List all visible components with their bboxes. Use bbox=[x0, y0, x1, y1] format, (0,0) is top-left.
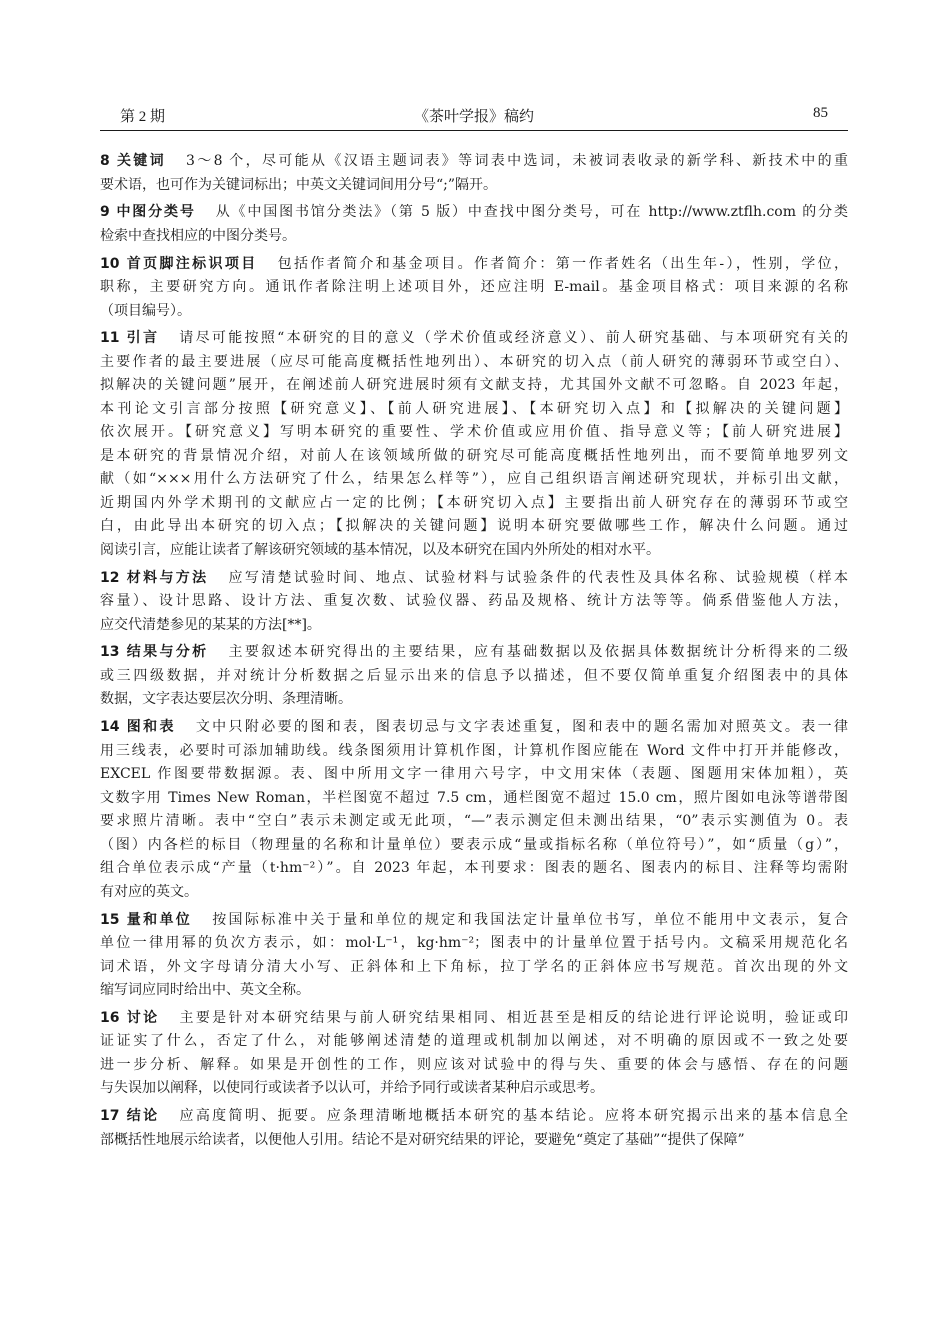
section-text: （图）内各栏的标目（物理量的名称和计量单位）要表示成“量或指标名称（单位符号）”，如“质量（g）”， bbox=[100, 836, 848, 853]
section-text: 主要作者的最主要进展（应尽可能高度概括性地列出）、本研究的切入点（前人研究的薄弱环节或空白）、 bbox=[100, 353, 848, 370]
section-text: 组合单位表示成“产量（t·hm⁻²）”。自 2023 年起，本刊要求：图表的题名、图表内的标目、注释等均需附 bbox=[100, 860, 848, 877]
section-text: 应高度简明、扼要。应条理清晰地概括本研究的基本结论。应将本研究揭示出来的基本信息全 bbox=[179, 1108, 848, 1125]
issue-number: 第 2 期 bbox=[120, 109, 166, 125]
section-line bbox=[100, 881, 848, 905]
section-text: 近期国内外学术期刊的文献应占一定的比例；【本研究切入点】主要指出前人研究存在的薄弱环节或空 bbox=[100, 494, 848, 511]
section-line bbox=[100, 150, 848, 174]
section-heading: 11 引言 bbox=[100, 330, 160, 347]
section-1 bbox=[100, 201, 848, 248]
section-line bbox=[100, 590, 848, 614]
section-line bbox=[100, 834, 848, 858]
section-line bbox=[100, 327, 848, 351]
section-text: 缩写词应同时给出中、英文全称。 bbox=[100, 982, 310, 999]
section-text: 证证实了什么，否定了什么，对能够阐述清楚的道理或机制加以阐述，对不明确的原因或不一致之处要 bbox=[100, 1033, 848, 1050]
section-line bbox=[100, 763, 848, 787]
section-0 bbox=[100, 150, 848, 197]
section-heading: 14 图和表 bbox=[100, 719, 176, 736]
section-9 bbox=[100, 1105, 848, 1152]
section-3 bbox=[100, 327, 848, 562]
section-7 bbox=[100, 909, 848, 1003]
section-line bbox=[100, 374, 848, 398]
section-text: 数据，文字表达要层次分明、条理清晰。 bbox=[100, 691, 352, 708]
section-line bbox=[100, 1077, 848, 1101]
section-line bbox=[100, 351, 848, 375]
section-line bbox=[100, 716, 848, 740]
section-2 bbox=[100, 253, 848, 324]
section-line bbox=[100, 225, 848, 249]
section-line bbox=[100, 857, 848, 881]
section-text: 拟解决的关键问题”展开，在阐述前人研究进展时须有文献支持，尤其国外文献不可忽略。自 2023 年起， bbox=[100, 377, 848, 394]
page-number: 85 bbox=[813, 105, 828, 121]
section-heading: 12 材料与方法 bbox=[100, 569, 209, 586]
section-text: 依次展开。【研究意义】写明本研究的重要性、学术价值或应用价值、指导意义等；【前人研究进展】 bbox=[100, 424, 848, 441]
section-text: 词术语，外文字母请分清大小写、正斜体和上下角标，拉丁学名的正斜体应书写规范。首次出现的外文 bbox=[100, 958, 848, 975]
section-text: 文中只附必要的图和表，图表切忌与文字表述重复，图和表中的题名需加对照英文。表一律 bbox=[195, 719, 848, 736]
section-line bbox=[100, 201, 848, 225]
section-heading: 9 中图分类号 bbox=[100, 204, 196, 221]
section-text: 用三线表，必要时可添加辅助线。线条图须用计算机作图，计算机作图应能在 Word 文件中打开并能修改， bbox=[100, 742, 848, 759]
section-line bbox=[100, 276, 848, 300]
section-text: 应交代清楚参见的某某的方法[**]。 bbox=[100, 616, 321, 633]
section-text: 主要叙述本研究得出的主要结果，应有基础数据以及依据具体数据统计分析得来的二级 bbox=[228, 644, 848, 661]
section-line bbox=[100, 1007, 848, 1031]
section-text: 或三四级数据，并对统计分析数据之后显示出来的信息予以描述，但不要仅简单重复介绍图表中的具体 bbox=[100, 667, 848, 684]
section-line bbox=[100, 1030, 848, 1054]
section-line bbox=[100, 1054, 848, 1078]
section-line bbox=[100, 1105, 848, 1129]
section-text: 容量）、设计思路、设计方法、重复次数、试验仪器、药品及规格、统计方法等等。倘系借鉴他人方法， bbox=[100, 593, 848, 610]
section-heading: 15 量和单位 bbox=[100, 911, 193, 928]
section-text: 应写清楚试验时间、地点、试验材料与试验条件的代表性及具体名称、试验规模（样本 bbox=[228, 569, 848, 586]
section-heading: 13 结果与分析 bbox=[100, 644, 209, 661]
section-text: 单位一律用幂的负次方表示，如：mol·L⁻¹，kg·hm⁻²；图表中的计量单位置于括号内。文稿采用规范化名 bbox=[100, 935, 848, 952]
section-text: 请尽可能按照“本研究的目的意义（学术价值或经济意义）、前人研究基础、与本项研究有关的 bbox=[179, 330, 848, 347]
section-line bbox=[100, 567, 848, 591]
running-header bbox=[100, 100, 848, 131]
section-text: 3～8 个，尽可能从《汉语主题词表》等词表中选词，未被词表收录的新学科、新技术中的重 bbox=[186, 153, 848, 169]
document-page bbox=[100, 100, 848, 1152]
section-line bbox=[100, 614, 848, 638]
section-text: 包括作者简介和基金项目。作者简介：第一作者姓名（出生年-），性别，学位， bbox=[277, 255, 848, 272]
journal-title: 《茶叶学报》稿约 bbox=[413, 109, 534, 125]
section-line bbox=[100, 641, 848, 665]
section-text: 职称，主要研究方向。通讯作者除注明上述项目外，还应注明 E-mail。基金项目格式：项目来源的名称 bbox=[100, 279, 848, 296]
section-line bbox=[100, 665, 848, 689]
section-line bbox=[100, 468, 848, 492]
section-line bbox=[100, 398, 848, 422]
section-text: （项目编号）。 bbox=[100, 302, 191, 319]
section-4 bbox=[100, 567, 848, 638]
section-text: 文数字用 Times New Roman，半栏图宽不超过 7.5 cm，通栏图宽不超过 15.0 cm，照片图如电泳等谱带图 bbox=[100, 789, 848, 806]
section-text: 献（如“×××用什么方法研究了什么，结果怎么样等”），应自己组织语言阐述研究现状，并标引出文献， bbox=[100, 471, 848, 488]
section-text: 阅读引言，应能让读者了解该研究领域的基本情况，以及本研究在国内外所处的相对水平。 bbox=[100, 541, 660, 558]
section-text: 是本研究的背景情况介绍，对前人在该领域所做的研究尽可能高度概括性地列出，而不要简单地罗列文 bbox=[100, 447, 848, 464]
section-line bbox=[100, 1129, 848, 1153]
section-text: 白，由此导出本研究的切入点；【拟解决的关键问题】说明本研究要做哪些工作，解决什么问题。通过 bbox=[100, 518, 848, 535]
section-text: 与失误加以阐释，以使同行或读者予以认可，并给予同行或读者某种启示或思考。 bbox=[100, 1080, 604, 1097]
section-text: 有对应的英文。 bbox=[100, 883, 198, 900]
section-heading: 16 讨论 bbox=[100, 1009, 160, 1026]
section-line bbox=[100, 932, 848, 956]
section-text: 要求照片清晰。表中“空白”表示未测定或无此项，“—”表示测定但未测出结果，“0”表示实测值为 0。表 bbox=[100, 813, 848, 830]
section-line bbox=[100, 445, 848, 469]
section-line bbox=[100, 787, 848, 811]
section-line bbox=[100, 515, 848, 539]
section-6 bbox=[100, 716, 848, 904]
section-line bbox=[100, 740, 848, 764]
section-heading: 10 首页脚注标识项目 bbox=[100, 255, 258, 272]
section-text: 本刊论文引言部分按照【研究意义】、【前人研究进展】、【本研究切入点】和【拟解决的关键问题】 bbox=[100, 400, 848, 417]
section-text: EXCEL 作图要带数据源。表、图中所用文字一律用六号字，中文用宋体（表题、图题用宋体加粗），英 bbox=[100, 766, 848, 783]
section-line bbox=[100, 979, 848, 1003]
section-line bbox=[100, 174, 848, 198]
section-8 bbox=[100, 1007, 848, 1101]
section-line bbox=[100, 909, 848, 933]
section-text: 部概括性地展示给读者，以便他人引用。结论不是对研究结果的评论，要避免“奠定了基础”“提供了保障” bbox=[100, 1131, 745, 1148]
section-line bbox=[100, 688, 848, 712]
section-text: 主要是针对本研究结果与前人研究结果相同、相近甚至是相反的结论进行评论说明，验证或印 bbox=[179, 1009, 848, 1026]
section-text: 按国际标准中关于量和单位的规定和我国法定计量单位书写，单位不能用中文表示，复合 bbox=[212, 911, 848, 928]
document-body bbox=[100, 150, 848, 1152]
section-5 bbox=[100, 641, 848, 712]
section-line bbox=[100, 539, 848, 563]
section-line bbox=[100, 492, 848, 516]
section-heading: 17 结论 bbox=[100, 1108, 160, 1125]
section-line bbox=[100, 421, 848, 445]
section-text: 检索中查找相应的中图分类号。 bbox=[100, 227, 296, 244]
section-line bbox=[100, 956, 848, 980]
section-text: 要术语，也可作为关键词标出；中英文关键词间用分号“;”隔开。 bbox=[100, 176, 498, 193]
section-line bbox=[100, 300, 848, 324]
section-line bbox=[100, 253, 848, 277]
section-text: 进一步分析、解释。如果是开创性的工作，则应该对试验中的得与失、重要的体会与感悟、存在的问题 bbox=[100, 1056, 848, 1073]
section-line bbox=[100, 810, 848, 834]
section-text: 从《中国图书馆分类法》（第 5 版）中查找中图分类号，可在 http://www.ztflh.com 的分类 bbox=[215, 204, 848, 221]
section-heading: 8 关键词 bbox=[100, 153, 166, 169]
